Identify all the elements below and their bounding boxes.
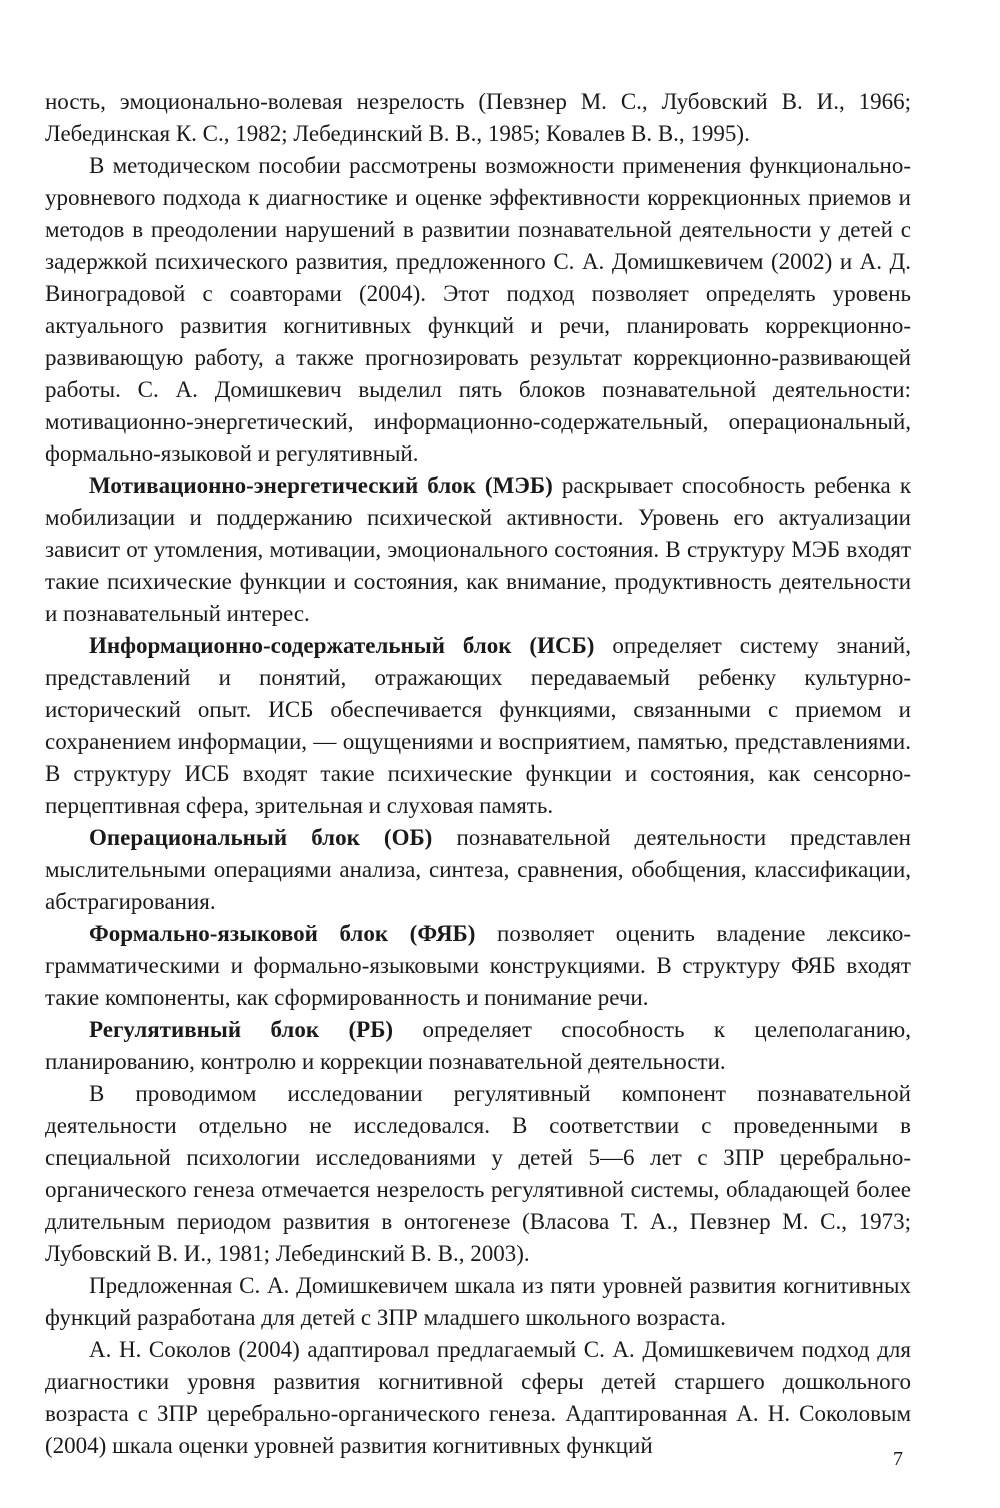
term-meb: Мотивационно-энергетический блок (МЭБ) xyxy=(89,473,553,498)
paragraph-continuation xyxy=(45,86,911,150)
paragraph-meb xyxy=(45,470,911,630)
page-number: 7 xyxy=(893,1448,903,1470)
paragraph-isb xyxy=(45,630,911,822)
paragraph-text: определяет способность к целеполаганию, планированию, контролю и коррекции познавательной деятельности. xyxy=(45,1017,911,1074)
paragraph-scale xyxy=(45,1270,911,1334)
paragraph-ob xyxy=(45,822,911,918)
paragraph-research xyxy=(45,1078,911,1270)
paragraph-adaptation xyxy=(45,1334,911,1462)
term-rb: Регулятивный блок (РБ) xyxy=(89,1017,394,1042)
paragraph-text: В проводимом исследовании регулятивный компонент познавательной деятельности отдельно не исследовался. В соответствии с проведенными в специальной психологии исследованиями у детей 5—6 лет с ЗПР церебрально-органического генеза отмечается незрелость регулятивной системы, обладающей более длительным периодом развития в онтогенезе (Власова Т. А., Певзнер М. С., 1973; Лубовский В. И., 1981; Лебединский В. В., 2003). xyxy=(45,1081,911,1266)
paragraph-fyab xyxy=(45,918,911,1014)
term-isb: Информационно-содержательный блок (ИСБ) xyxy=(89,633,595,658)
paragraph-text: позволяет оценить владение лексико-грамматическими и формально-языковыми конструкциями. В структуру ФЯБ входят такие компоненты, как сформированность и понимание речи. xyxy=(45,921,911,1010)
paragraph-rb xyxy=(45,1014,911,1078)
paragraph-text: определяет систему знаний, представлений и понятий, отражающих передаваемый ребенку культурно-исторический опыт. ИСБ обеспечивается функциями, связанными с приемом и сохранением информации, — ощущениями и восприятием, памятью, представлениями. В структуру ИСБ входят такие психические функции и состояния, как сенсорно-перцептивная сфера, зрительная и слуховая память. xyxy=(45,633,911,818)
body-text xyxy=(45,86,911,1462)
paragraph-text: ность, эмоционально-волевая незрелость (Певзнер М. С., Лубовский В. И., 1966; Лебединская К. С., 1982; Лебединский В. В., 1985; Ковалев В. В., 1995). xyxy=(45,89,911,146)
paragraph-text: А. Н. Соколов (2004) адаптировал предлагаемый С. А. Домишкевичем подход для диагностики уровня развития когнитивной сферы детей старшего дошкольного возраста с ЗПР церебрально-органического генеза. Адаптированная А. Н. Соколовым (2004) шкала оценки уровней развития когнитивных функций xyxy=(45,1337,911,1458)
paragraph-intro-method xyxy=(45,150,911,470)
term-ob: Операциональный блок (ОБ) xyxy=(89,825,433,850)
paragraph-text: В методическом пособии рассмотрены возможности применения функционально-уровневого подхода к диагностике и оценке эффективности коррекционных приемов и методов в преодолении нарушений в развитии познавательной деятельности у детей с задержкой психического развития, предложенного С. А. Домишкевичем (2002) и А. Д. Виноградовой с соавторами (2004). Этот подход позволяет определять уровень актуального развития когнитивных функций и речи, планировать коррекционно-развивающую работу, а также прогнозировать результат коррекционно-развивающей работы. С. А. Домишкевич выделил пять блоков познавательной деятельности: мотивационно-энергетический, информационно-содержательный, операциональный, формально-языковой и регулятивный. xyxy=(45,153,911,466)
paragraph-text: раскрывает способность ребенка к мобилизации и поддержанию психической активности. Уровень его актуализации зависит от утомления, мотивации, эмоционального состояния. В структуру МЭБ входят такие психические функции и состояния, как внимание, продуктивность деятельности и познавательный интерес. xyxy=(45,473,911,626)
paragraph-text: Предложенная С. А. Домишкевичем шкала из пяти уровней развития когнитивных функций разработана для детей с ЗПР младшего школьного возраста. xyxy=(45,1273,911,1330)
term-fyab: Формально-языковой блок (ФЯБ) xyxy=(89,921,476,946)
paragraph-text: познавательной деятельности представлен мыслительными операциями анализа, синтеза, сравнения, обобщения, классификации, абстрагирования. xyxy=(45,825,911,914)
